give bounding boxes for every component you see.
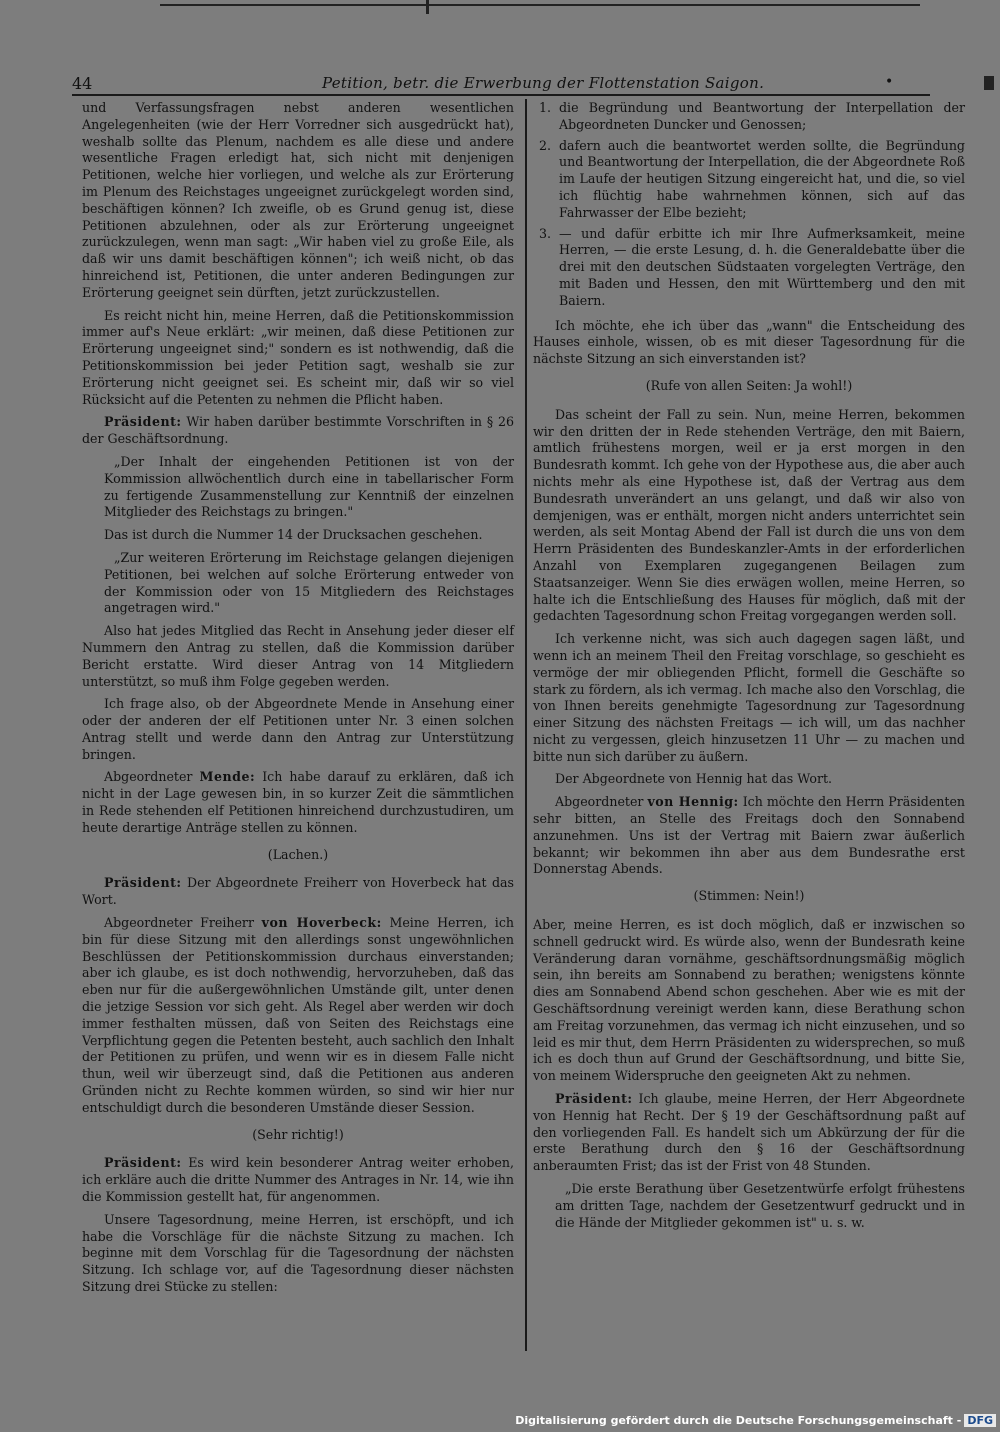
header-dot: • — [885, 74, 894, 90]
paragraph: Das ist durch die Nummer 14 der Drucksachen geschehen. — [104, 527, 483, 543]
statement-text: Wir haben darüber bestimmte Vorschriften in § 26 der Geschäftsordnung. — [82, 414, 514, 447]
statement-text: Meine Herren, ich bin für diese Sitzung mit den allerdings sonst ungewöhnlichen Beschlüssen der Petitionskommission durchaus einverstanden; aber ich glaube, es ist doch nothwendig, hervorzuheben, daß das eben nur für die außergewöhnlichen Umstände gilt, unter denen die jetzige Session vor sich geht. Als Regel aber werden wir doch immer festhalten müssen, daß von Seiten des Reichstags eine Verpflichtung gegen die Petenten besteht, auch sachlich den Inhalt der Petitionen zu prüfen, und wenn wir es in diesem Falle nicht thun, weil wir überzeugt sind, daß die Petitionen aus anderen Gründen nicht zu Rechte kommen würden, so sind wir hier nur entschuldigt durch die besonderen Umstände dieser Session. — [82, 915, 514, 1115]
speaker-name: von Hoverbeck: — [261, 915, 382, 931]
statement-text: Der Abgeordnete Freiherr von Hoverbeck hat das Wort. — [82, 875, 514, 908]
paragraph: und Verfassungsfragen nebst anderen wesentlichen Angelegenheiten (wie der Herr Vorredner sich ausgedrückt hat), weshalb sollte das Plenum, nachdem es alle diese und andere wesentliche Fragen erledigt hat, sich nicht mit denjenigen Petitionen, welche hier vorliegen, und welche als zur Erörterung im Plenum des Reichstages ungeeignet zurückgelegt worden sind, beschäftigen können? Ich zweifle, ob es Grund genug ist, diese Petitionen abzulehnen, oder als zur Erörterung ungeeignet zurückzulegen, wenn man sagt: „Wir haben viel zu große Eile, als daß wir uns damit beschäftigen können"; ich weiß nicht, ob das hinreichend ist, Petitionen, die unter anderen Bedingungen zur Erörterung geeignet sein dürften, jetzt zurückzustellen. — [82, 100, 514, 300]
paragraph: Unsere Tagesordnung, meine Herren, ist erschöpft, und ich habe die Vorschläge für die nächste Sitzung zu machen. Ich beginne mit dem Vorschlag für die Tagesordnung der nächsten Sitzung. Ich schlage vor, auf die Tagesordnung dieser nächsten Sitzung drei Stücke zu stellen: — [82, 1211, 514, 1294]
paragraph: Also hat jedes Mitglied das Recht in Ansehung jeder dieser elf Nummern den Antrag zu stellen, daß die Kommission darüber Bericht erstatte. Wird dieser Antrag von 14 Mitgliedern unterstützt, so muß ihm Folge gegeben werden. — [82, 623, 514, 689]
president-statement — [533, 1091, 965, 1175]
list-item: 1. die Begründung und Beantwortung der Interpellation der Abgeordneten Duncker und Genossen; — [555, 100, 965, 134]
top-crop-mark — [426, 0, 429, 14]
digitization-footer — [515, 1414, 996, 1427]
speaker-name: Präsident: — [555, 1091, 633, 1107]
quotation: „Die erste Berathung über Gesetzentwürfe erfolgt frühestens am dritten Tage, nachdem der Gesetzentwurf gedruckt und in die Hände der Mitglieder gekommen ist" u. s. w. — [555, 1181, 965, 1230]
paragraph: Ich möchte, ehe ich über das „wann" die Entscheidung des Hauses einhole, wissen, ob es mit dieser Tagesordnung für die nächste Sitzung an sich einverstanden ist? — [533, 317, 965, 367]
speaker-prefix: Abgeordneter — [104, 769, 200, 785]
speaker-name: von Hennig: — [647, 794, 739, 810]
statement-text: Ich möchte den Herrn Präsidenten sehr bitten, an Stelle des Freitags doch den Sonnabend anzunehmen. Uns ist der Vertrag mit Baiern zwar äußerlich bekannt; wir bekommen ihn aber aus dem Bundesrathe erst Donnerstag Abends. — [533, 794, 966, 877]
left-column — [82, 100, 514, 1302]
header-rule — [72, 94, 930, 96]
member-statement — [82, 769, 514, 836]
quotation: „Zur weiteren Erörterung im Reichstage gelangen diejenigen Petitionen, bei welchen auf solche Erörterung entweder von der Kommission oder von 15 Mitgliedern des Reichstages angetragen wird." — [104, 549, 514, 616]
list-item: 3. — und dafür erbitte ich mir Ihre Aufmerksamkeit, meine Herren, — die erste Lesung, d. h. die Generaldebatte über die drei mit den deutschen Südstaaten vorgelegten Verträge, den mit Baden und Hessen, den mit Württemberg und den mit Baiern. — [555, 226, 965, 310]
paragraph: Ich frage also, ob der Abgeordnete Mende in Ansehung einer oder der anderen der elf Petitionen unter Nr. 3 einen solchen Antrag stellt und werde dann den Antrag zur Unterstützung bringen. — [82, 696, 514, 762]
agenda-list — [533, 100, 965, 310]
speaker-name: Präsident: — [104, 414, 182, 430]
president-statement — [82, 875, 514, 909]
paragraph: Es reicht nicht hin, meine Herren, daß die Petitionskommission immer auf's Neue erklärt: „wir meinen, daß diese Petitionen zur Erörterung ungeeignet sind;" sondern es ist nothwendig, daß die Petitionskommission bei jeder Petition sagt, weshalb sie zur Erörterung nicht geeignet sei. Es scheint mir, daß wir so viel Rücksicht auf die Petenten zu nehmen die Pflicht haben. — [82, 307, 514, 407]
speaker-name: Präsident: — [104, 875, 182, 891]
interjection: (Stimmen: Nein!) — [693, 888, 805, 904]
top-border-line — [160, 4, 920, 6]
interjection: (Lachen.) — [267, 846, 329, 862]
statement-text: Ich glaube, meine Herren, der Herr Abgeordnete von Hennig hat Recht. Der § 19 der Geschäftsordnung paßt auf den vorliegenden Fall. Es handelt sich um Abkürzung der für die erste Berathung durch den § 16 der Geschäftsordnung anberaumten Frist; das ist der Frist von 48 Stunden. — [533, 1091, 965, 1174]
right-column — [533, 100, 965, 1237]
running-title: Petition, betr. die Erwerbung der Flottenstation Saigon. — [322, 74, 765, 92]
paragraph: Das scheint der Fall zu sein. Nun, meine Herren, bekommen wir den dritten der in Rede stehenden Verträge, den mit Baiern, amtlich frühestens morgen, weil er ja erst morgen in den Bundesrath kommt. Ich gehe von der Hypothese aus, die aber auch nichts mehr als eine Hypothese ist, daß der Vertrag aus dem Bundesrath unverändert an uns gelangt, und daß wir also von demjenigen, was er enthält, morgen nicht anders unterrichtet sein werden, als seit Montag Abend der Fall ist durch die uns von dem Herrn Präsidenten des Bundeskanzler-Amts in der erforderlichen Anzahl von Exemplaren zugegangenen Beilagen zum Staatsanzeiger. Wenn Sie dies erwägen wollen, meine Herren, so halte ich die Entschließung des Hauses für möglich, daß mit der gedachten Tagesordnung schon Freitag vorgegangen werden soll. — [533, 406, 965, 624]
page-number: 44 — [72, 74, 93, 93]
list-item: 2. dafern auch die beantwortet werden sollte, die Begründung und Beantwortung der Interpellation, die der Abgeordnete Roß im Laufe der heutigen Sitzung eingereicht hat, und die, so viel ich flüchtig habe wahrnehmen können, sich auf das Fahrwasser der Elbe bezieht; — [555, 138, 965, 222]
interjection: (Rufe von allen Seiten: Ja wohl!) — [645, 377, 853, 393]
statement-text: Es wird kein besonderer Antrag weiter erhoben, ich erkläre auch die dritte Nummer des Antrages in Nr. 14, wie ihn die Kommission gestellt hat, für angenommen. — [82, 1155, 514, 1205]
paragraph: Der Abgeordnete von Hennig hat das Wort. — [555, 771, 833, 787]
speaker-prefix: Abgeordneter Freiherr — [104, 915, 262, 931]
member-statement — [533, 794, 965, 878]
page-header — [72, 70, 932, 96]
president-statement — [82, 414, 514, 448]
corner-crop-mark — [984, 76, 994, 90]
president-statement — [82, 1155, 514, 1205]
statement-text: Ich habe darauf zu erklären, daß ich nicht in der Lage gewesen bin, in so kurzer Zeit die sämmtlichen in Rede stehenden elf Petitionen hinreichend durchzustudiren, um heute derartige Anträge stellen zu können. — [82, 769, 514, 835]
speaker-prefix: Abgeordneter — [555, 794, 648, 810]
column-divider — [525, 99, 527, 1351]
speaker-name: Präsident: — [104, 1155, 182, 1171]
footer-text: Digitalisierung gefördert durch die Deutsche Forschungsgemeinschaft - — [515, 1414, 962, 1427]
paragraph: Aber, meine Herren, es ist doch möglich, daß er inzwischen so schnell gedruckt wird. Es würde also, wenn der Bundesrath keine Veränderung daran vornähme, geschäftsordnungsmäßig möglich sein, ihn bereits am Sonnabend zu berathen; wenigstens könnte dies am Sonnabend Abend schon geschehen. Aber wie es mit der Geschäftsordnung vereinigt werden kann, diese Berathung schon am Freitag vorzunehmen, das vermag ich nicht einzusehen, und so leid es mir thut, dem Herrn Präsidenten zu widersprechen, so muß ich es doch thun auf Grund der Geschäftsordnung, und bitte Sie, von meinem Widerspruche den geeigneten Akt zu nehmen. — [533, 917, 965, 1084]
member-statement — [82, 915, 514, 1117]
interjection: (Sehr richtig!) — [252, 1126, 344, 1142]
quotation: „Der Inhalt der eingehenden Petitionen ist von der Kommission allwöchentlich durch eine in tabellarischer Form zu fertigende Zusammenstellung zur Kenntniß der einzelnen Mitglieder des Reichstags zu bringen." — [104, 453, 514, 520]
dfg-logo: DFG — [964, 1414, 996, 1427]
speaker-name: Mende: — [199, 769, 256, 785]
paragraph: Ich verkenne nicht, was sich auch dagegen sagen läßt, und wenn ich an meinem Theil den Freitag vorschlage, so geschieht es vermöge der mir obliegenden Pflicht, formell die Geschäfte so stark zu fördern, als ich vermag. Ich mache also den Vorschlag, die von Ihnen bereits genehmigte Tagesordnung zur Tagesordnung einer Sitzung des nächsten Freitags — ich will, um das nachher nicht zu vergessen, gleich hinzusetzen 11 Uhr — zu machen und bitte nun sich darüber zu äußern. — [533, 631, 965, 764]
